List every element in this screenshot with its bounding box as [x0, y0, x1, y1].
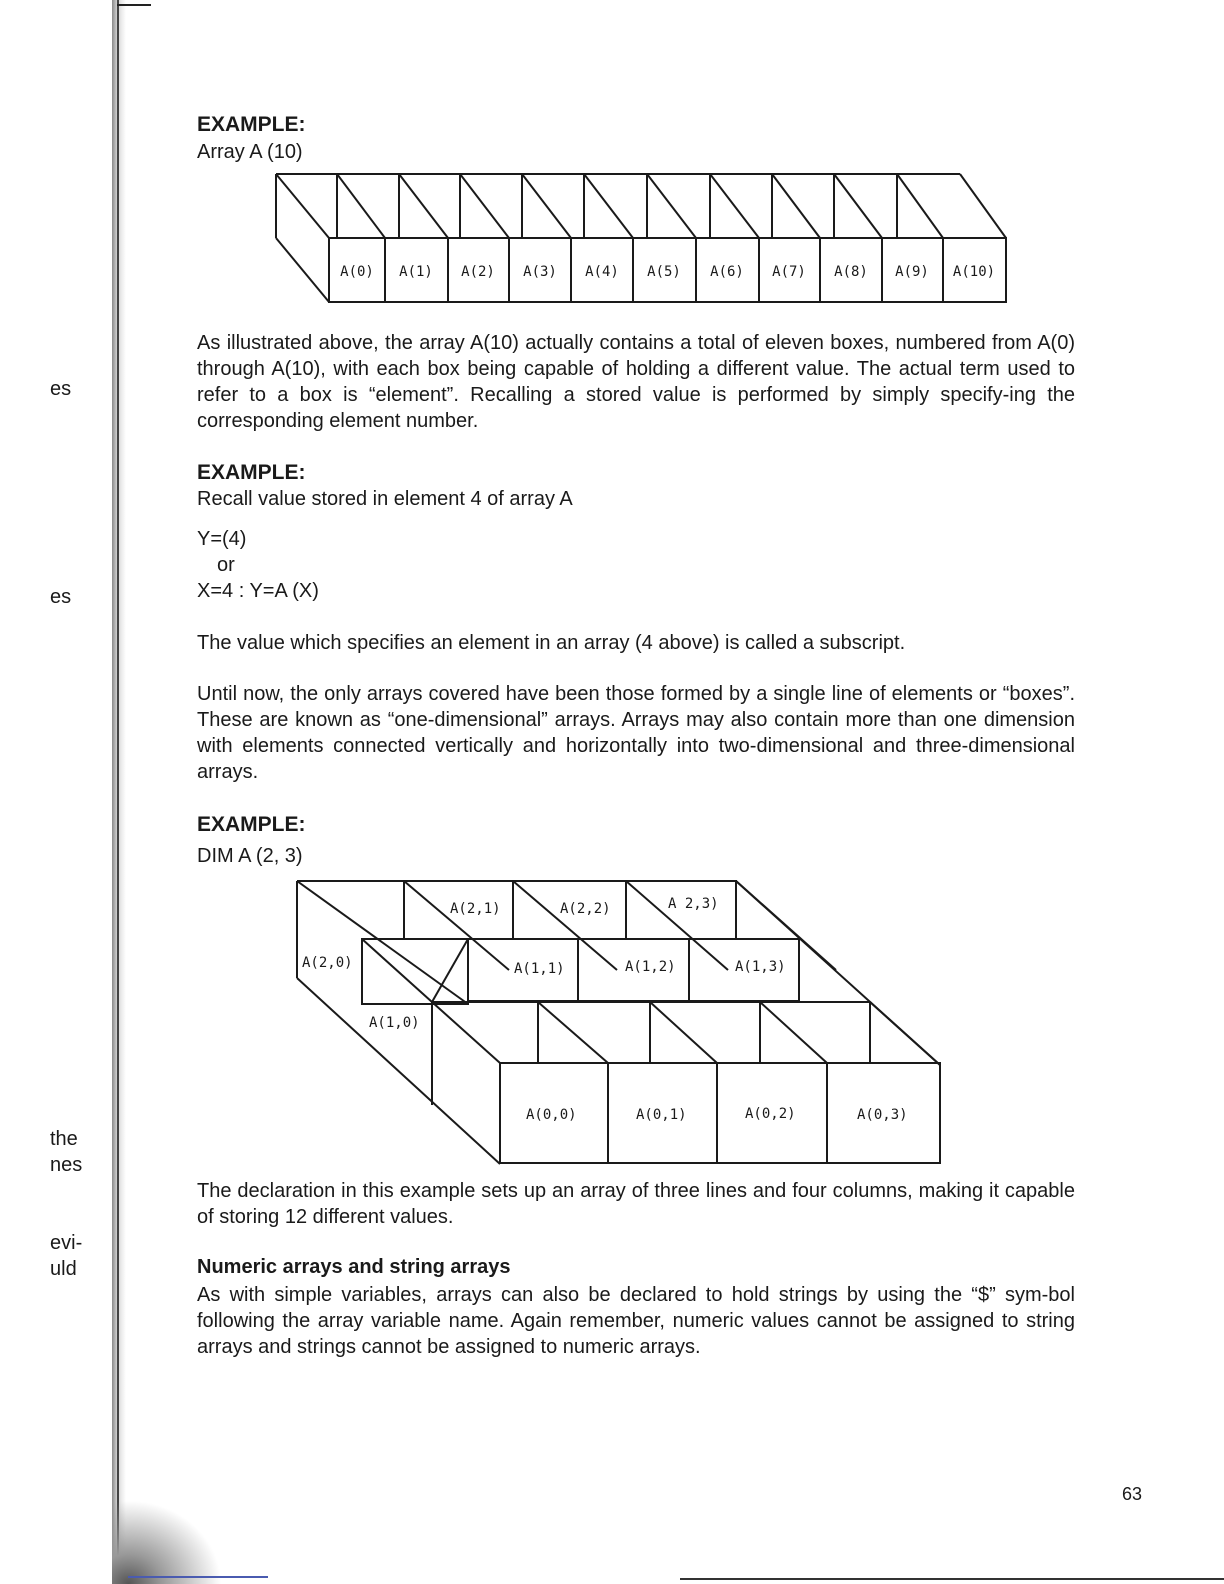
binding-edge-line: [117, 0, 119, 1584]
cell-label: A(9): [895, 264, 929, 280]
cell-label: A(2,0): [302, 955, 353, 971]
cell-label: A(0,0): [526, 1107, 577, 1123]
cell-label: A 2,3): [668, 896, 719, 912]
array-1d-labels: [340, 264, 995, 280]
page-curl-shadow: [112, 1500, 222, 1584]
cell-label: A(1,0): [369, 1015, 420, 1031]
section-title: Numeric arrays and string arrays: [197, 1256, 511, 1278]
margin-fragment: nes: [50, 1154, 83, 1176]
section-body: As with simple variables, arrays can also be declared to hold strings by using the “$” sym-bol following the array variable name. Again remember, numeric values cannot be assigned to string arrays and strings cannot be assigned to numeric arrays.: [197, 1284, 1075, 1358]
margin-fragment: evi-: [50, 1232, 83, 1254]
paragraph: As illustrated above, the array A(10) actually contains a total of eleven boxes, numbered from A(0) through A(10), with each box being capable of holding a different value. The actual term used to refer to a box is “element”. Recalling a stored value is performed by simply specify-ing the corresponding element number.: [197, 332, 1075, 432]
margin-fragment: the: [50, 1128, 78, 1150]
array-2d-front-layer: [432, 1002, 940, 1163]
cell-label: A(3): [523, 264, 557, 280]
bottom-rule-left: [128, 1576, 268, 1578]
cell-label: A(1,2): [625, 959, 676, 975]
paragraph: The value which specifies an element in an array (4 above) is called a subscript.: [197, 632, 906, 654]
book-binding-shadow: [112, 0, 126, 1584]
cell-label: A(0,2): [745, 1106, 796, 1122]
example-caption: Recall value stored in element 4 of array A: [197, 488, 573, 510]
cell-label: A(5): [647, 264, 681, 280]
paragraph: Until now, the only arrays covered have been those formed by a single line of elements or “boxes”. These are known as “one-dimensional” arrays. Arrays may also contain more than one dimension with elements connected vertically and horizontally into two-dimensional and three-dimensional arrays.: [197, 683, 1075, 783]
cell-label: A(1,3): [735, 959, 786, 975]
array-cell: [362, 939, 468, 1004]
cell-label: A(8): [834, 264, 868, 280]
cell-label: A(6): [710, 264, 744, 280]
example-caption: Array A (10): [197, 141, 303, 163]
cell-label: A(4): [585, 264, 619, 280]
cell-label: A(7): [772, 264, 806, 280]
cell-label: A(1): [399, 264, 433, 280]
code-or: or: [217, 554, 235, 576]
cell-label: A(2): [461, 264, 495, 280]
margin-fragment: uld: [50, 1258, 77, 1280]
bottom-rule-right: [680, 1578, 1224, 1580]
margin-fragment: es: [50, 586, 72, 608]
cell-label: A(0): [340, 264, 374, 280]
corner-mark: [117, 4, 151, 6]
cell-label: A(1,1): [514, 961, 565, 977]
cell-label: A(0,3): [857, 1107, 908, 1123]
cell-label: A(2,2): [560, 901, 611, 917]
example-heading: EXAMPLE:: [197, 113, 306, 136]
page-number: 63: [1122, 1484, 1143, 1504]
code-line: X=4 : Y=A (X): [197, 580, 319, 602]
margin-fragment: es: [50, 378, 72, 400]
array-2d-middle-row: [362, 939, 799, 1004]
cell-label: A(2,1): [450, 901, 501, 917]
cell-label: A(0,1): [636, 1107, 687, 1123]
paragraph: The declaration in this example sets up an array of three lines and four columns, making it capable of storing 12 different values.: [197, 1180, 1075, 1228]
array-2d-figure: [290, 875, 950, 1170]
array-2d-labels: [302, 896, 908, 1123]
example-heading: EXAMPLE:: [197, 461, 306, 484]
code-line: Y=(4): [197, 528, 247, 550]
cell-label: A(10): [952, 264, 996, 280]
example-caption: DIM A (2, 3): [197, 845, 303, 867]
array-1d-figure: [270, 170, 1010, 310]
example-heading: EXAMPLE:: [197, 813, 306, 836]
